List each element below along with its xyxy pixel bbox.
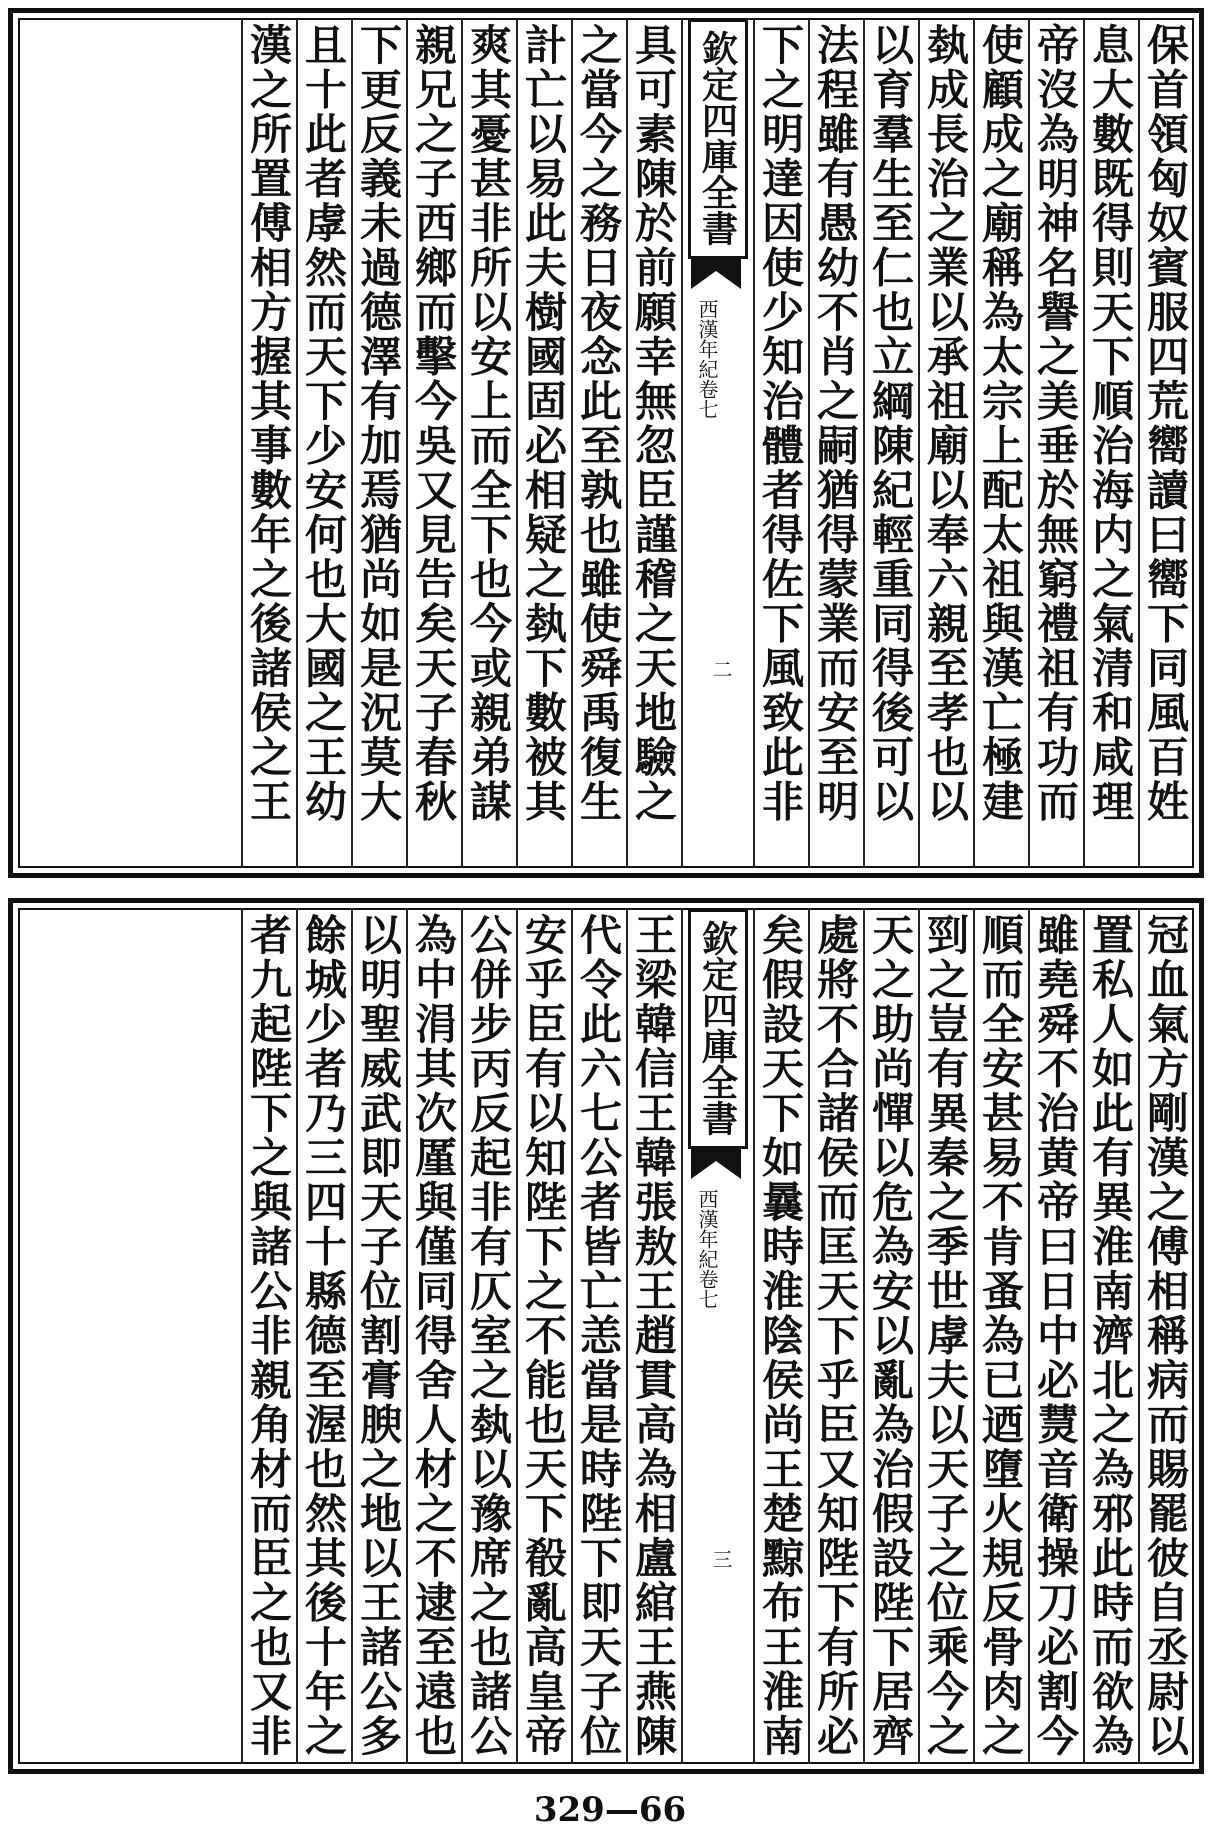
text-column <box>406 909 461 1763</box>
column-text: 者九起陛下之與諸公非親角材而臣之也又非 <box>244 913 293 1759</box>
fish-tail-mark <box>691 1149 741 1179</box>
column-text: 爽其憂甚非所以安上而全下也今或親弟謀 <box>464 23 513 824</box>
text-column <box>241 909 296 1763</box>
column-text: 為中涓其次厪與僅同得舍人材之不逮至遠也 <box>409 913 458 1759</box>
text-column <box>918 19 973 867</box>
text-column <box>571 19 626 867</box>
column-text: 餘城少者乃三四十縣德至渥也然其後十年之 <box>299 913 348 1759</box>
text-column <box>863 909 918 1763</box>
text-column <box>1083 19 1138 867</box>
column-text: 帝沒為明神名譽之美垂於無窮禮祖有功而 <box>1031 23 1080 824</box>
column-text: 之當今之務日夜念此至孰也雖使舜禹復生 <box>574 23 623 824</box>
column-text: 使顧成之廟稱為太宗上配太祖與漢亡極建 <box>976 23 1025 824</box>
column-text: 安乎臣有以知陛下之不能也天下殽亂高皇帝 <box>519 913 568 1759</box>
column-text: 冠血氣方剛漢之傅相稱病而賜罷彼自丞尉以 <box>1141 913 1190 1759</box>
column-text: 以育羣生至仁也立綱陳紀輕重同得後可以 <box>866 23 915 824</box>
volume-label: 西漢年紀卷七 <box>695 1189 719 1309</box>
book-title: 欽定四庫全書 <box>688 909 748 1149</box>
top-columns <box>19 19 1193 867</box>
text-column <box>571 909 626 1763</box>
column-text: 代令此六七公者皆亡恙當是時陛下即天子位 <box>574 913 623 1759</box>
text-column <box>296 909 351 1763</box>
text-column <box>461 19 516 867</box>
text-column <box>1138 19 1193 867</box>
column-text: 天之助尚憚以危為安以亂為治假設陛下居齊 <box>866 913 915 1759</box>
text-column <box>863 19 918 867</box>
center-gutter <box>681 909 753 1763</box>
column-text: 剄之豈有異秦之季世虖夫以天子之位乘今之 <box>921 913 970 1759</box>
column-text: 計亡以易此夫樹國固必相疑之埶下數被其 <box>519 23 568 824</box>
text-column <box>1028 909 1083 1763</box>
text-column <box>296 19 351 867</box>
fish-tail-mark <box>691 259 741 289</box>
column-text: 下之明達因使少知治體者得佐下風致此非 <box>756 23 805 824</box>
book-title: 欽定四庫全書 <box>688 19 748 259</box>
column-text: 具可素陳於前願幸無忽臣謹稽之天地驗之 <box>629 23 678 824</box>
column-text: 親兄之子西鄉而擊今吳又見告矣天子春秋 <box>409 23 458 824</box>
leaf-number: 二 <box>709 659 733 679</box>
text-column <box>351 909 406 1763</box>
column-text: 順而全安甚易不肯蚤為已迺墮火規反骨肉之 <box>976 913 1025 1759</box>
column-text: 法程雖有愚幼不肖之嗣猶得蒙業而安至明 <box>811 23 860 824</box>
column-text: 保首領匈奴賓服四荒嚮讀曰嚮下同風百姓 <box>1141 23 1190 824</box>
column-text: 漢之所置傅相方握其事數年之後諸侯之王 <box>244 23 293 824</box>
column-text: 處將不合諸侯而匡天下乎臣又知陛下有所必 <box>811 913 860 1759</box>
text-column <box>516 19 571 867</box>
text-column <box>918 909 973 1763</box>
text-column <box>351 19 406 867</box>
text-column <box>1138 909 1193 1763</box>
text-column <box>406 19 461 867</box>
bottom-page-panel <box>8 898 1204 1774</box>
text-column <box>1028 19 1083 867</box>
column-text: 公併步丙反起非有仄室之埶以豫席之也諸公 <box>464 913 513 1759</box>
text-column <box>461 909 516 1763</box>
text-column <box>753 909 808 1763</box>
bottom-columns <box>19 909 1193 1763</box>
column-text: 王梁韓信王韓張敖王趙貫高為相盧綰王燕陳 <box>629 913 678 1759</box>
text-column <box>808 19 863 867</box>
column-text: 息大數既得則天下順治海内之氣清和咸理 <box>1086 23 1135 824</box>
text-column <box>753 19 808 867</box>
center-gutter <box>681 19 753 867</box>
text-column <box>973 909 1028 1763</box>
text-column <box>1083 909 1138 1763</box>
text-column <box>626 19 681 867</box>
text-column <box>241 19 296 867</box>
column-text: 雖堯舜不治黄帝曰日中必熭音衛操刀必割今 <box>1031 913 1080 1759</box>
top-page-panel <box>8 8 1204 878</box>
text-column <box>516 909 571 1763</box>
column-text: 矣假設天下如曩時淮陰侯尚王楚黥布王淮南 <box>756 913 805 1759</box>
volume-label: 西漢年紀卷七 <box>695 299 719 419</box>
text-column <box>626 909 681 1763</box>
text-column <box>973 19 1028 867</box>
column-text: 下更反義未過德澤有加焉猶尚如是況莫大 <box>354 23 403 824</box>
column-text: 埶成長治之業以承祖廟以奉六親至孝也以 <box>921 23 970 824</box>
column-text: 且十此者虖然而天下少安何也大國之王幼 <box>299 23 348 824</box>
page-number: 329—66 <box>533 1790 687 1830</box>
leaf-number: 三 <box>709 1549 733 1569</box>
text-column <box>808 909 863 1763</box>
column-text: 以明聖威武即天子位割膏腴之地以王諸公多 <box>354 913 403 1759</box>
column-text: 置私人如此有異淮南濟北之為邪此時而欲為 <box>1086 913 1135 1759</box>
